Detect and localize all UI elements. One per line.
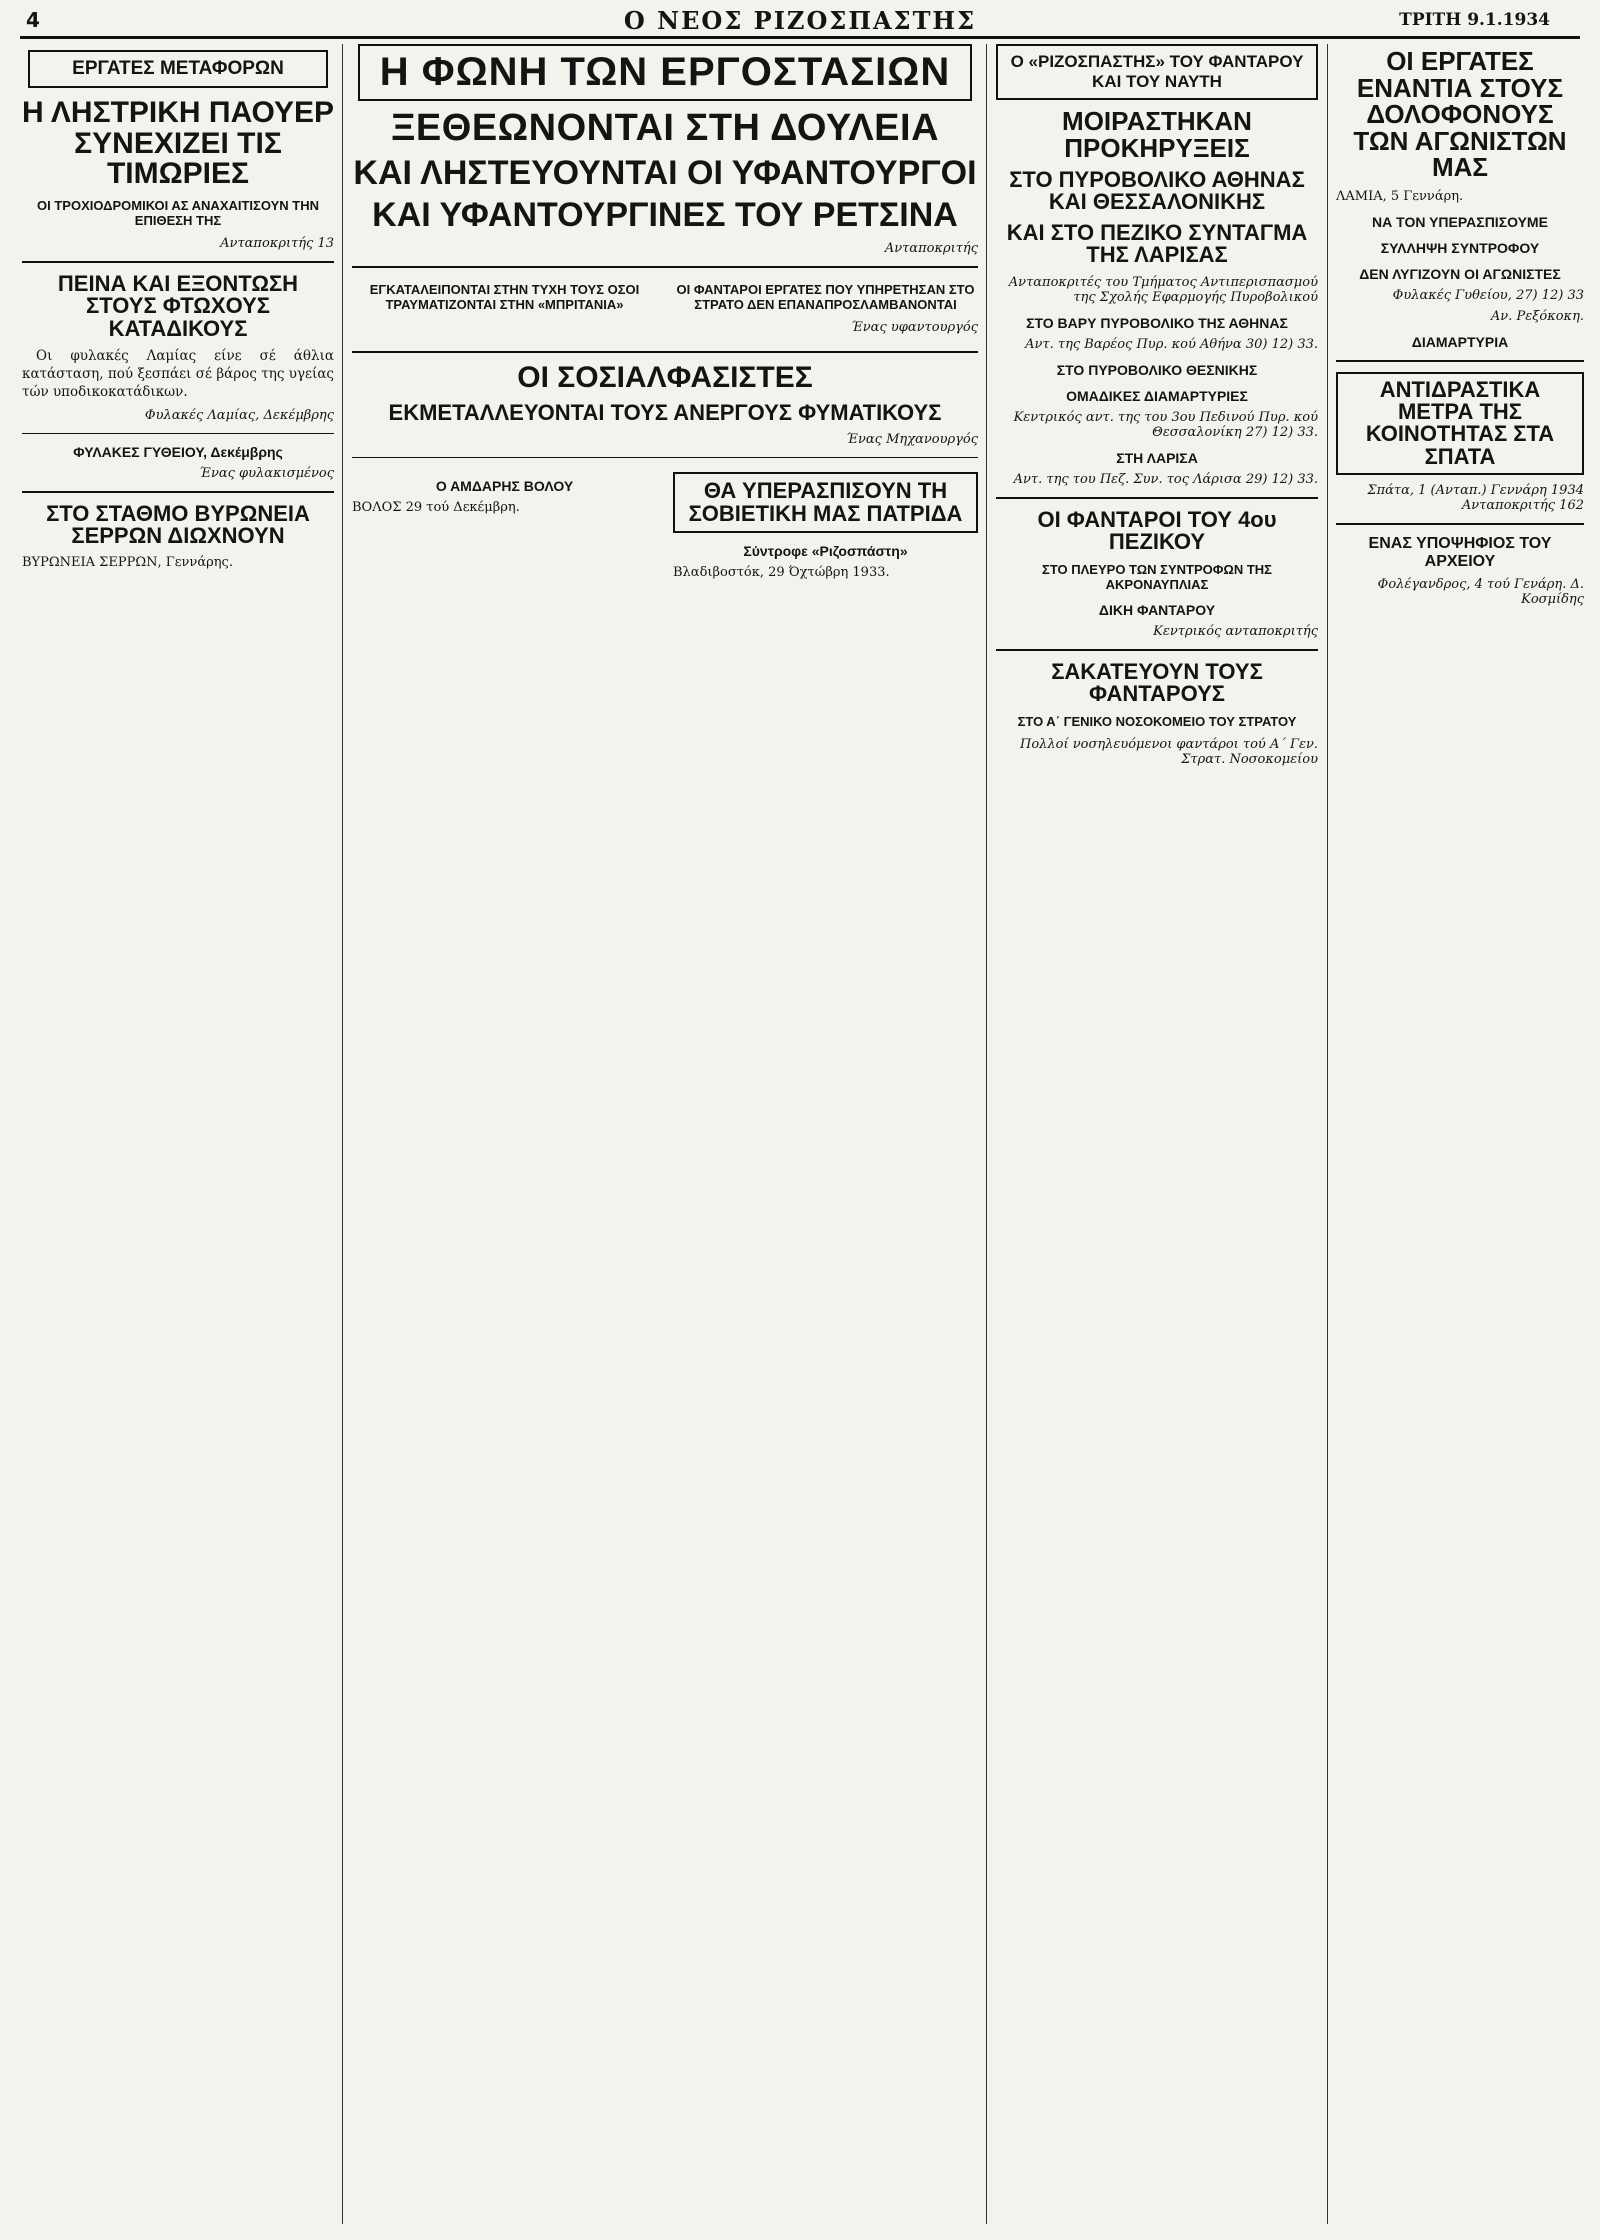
subheading: ΣΤΗ ΛΑΡΙΣΑ: [1116, 449, 1198, 466]
column-soldiers: [996, 44, 1318, 2224]
headline-power-company: Η ΛΗΣΤΡΙΚΗ ΠΑΟΥΕΡ ΣΥΝΕΧΙΖΕΙ ΤΙΣ ΤΙΜΩΡΙΕΣ: [22, 96, 334, 191]
subheading: ΣΥΛΛΗΨΗ ΣΥΝΤΡΟΦΟΥ: [1380, 239, 1540, 256]
column-workers-protest: [1336, 44, 1584, 2224]
section-banner-soldiers: Ο «ΡΙΖΟΣΠΑΣΤΗΣ» ΤΟΥ ΦΑΝΤΑΡΟΥ ΚΑΙ ΤΟΥ ΝΑΥΤΗ: [996, 44, 1318, 100]
subheadline-tram-workers: ΟΙ ΤΡΟΧΙΟΔΡΟΜΙΚΟΙ ΑΣ ΑΝΑΧΑΙΤΙΣΟΥΝ ΤΗΝ ΕΠΙΘΕΣΗ ΤΗΣ: [37, 197, 319, 228]
subheading: ΔΕΝ ΛΥΓΙΖΟΥΝ ΟΙ ΑΓΩΝΙΣΤΕΣ: [1359, 265, 1561, 282]
divider: [996, 497, 1318, 499]
subheading: ΟΜΑΔΙΚΕΣ ΔΙΑΜΑΡΤΥΡΙΕΣ: [1066, 387, 1248, 404]
headline-soldiers-workers: ΟΙ ΦΑΝΤΑΡΟΙ ΕΡΓΑΤΕΣ ΠΟΥ ΥΠΗΡΕΤΗΣΑΝ ΣΤΟ ΣΤΡΑΤΟ ΔΕΝ ΕΠΑΝΑΠΡΟΣΛΑΜΒΑΝΟΝΤΑΙ: [676, 282, 975, 313]
headline-workers-against-murderers: ΟΙ ΕΡΓΑΤΕΣ ΕΝΑΝΤΙΑ ΣΤΟΥΣ ΔΟΛΟΦΟΝΟΥΣ ΤΩΝ ΑΓΩΝΙΣΤΩΝ ΜΑΣ: [1353, 46, 1567, 183]
headline-line: ΣΤΟ ΠΥΡΟΒΟΛΙΚΟ ΑΘΗΝΑΣ ΚΑΙ ΘΕΣΣΑΛΟΝΙΚΗΣ: [1009, 167, 1305, 215]
article-signature: Ένας υφαντουργός: [851, 320, 978, 336]
subheading: ΔΙΑΜΑΡΤΥΡΙΑ: [1411, 333, 1509, 350]
article-signature: Πολλοί νοσηλευόμενοι φαντάροι τού Α΄ Γεν. Στρατ. Νοσοκομείου: [1020, 736, 1318, 767]
lower-articles: [352, 468, 978, 586]
headline-line: ΞΕΘΕΩΝΟΝΤΑΙ ΣΤΗ ΔΟΥΛΕΙΑ: [390, 107, 940, 149]
column-rule: [342, 44, 343, 2224]
headline-unemployed-tuberculous: ΕΚΜΕΤΑΛΛΕΥΟΝΤΑΙ ΤΟΥΣ ΑΝΕΡΓΟΥΣ ΦΥΜΑΤΙΚΟΥΣ: [388, 399, 942, 425]
article-signature: Αντ. της Βαρέος Πυρ. κού Αθήνα 30) 12) 33.: [1025, 336, 1318, 352]
headline-serres-station: ΣΤΟ ΣΤΑΘΜΟ ΒΥΡΩΝΕΙΑ ΣΕΡΡΩΝ ΔΙΩΧΝΟΥΝ: [46, 500, 310, 548]
headline-line: ΜΟΙΡΑΣΤΗΚΑΝ ΠΡΟΚΗΡΥΞΕΙΣ: [1062, 106, 1252, 163]
article-britannia: [352, 278, 657, 341]
subheading: ΣΤΟ ΒΑΡΥ ΠΥΡΟΒΟΛΙΚΟ ΤΗΣ ΑΘΗΝΑΣ: [1026, 314, 1288, 331]
headline-social-fascists: ΟΙ ΣΟΣΙΑΛΦΑΣΙΣΤΕΣ: [517, 361, 813, 395]
mid-articles: [352, 278, 978, 341]
headline-line: ΚΑΙ ΥΦΑΝΤΟΥΡΓΙΝΕΣ ΤΟΥ ΡΕΤΣΙΝΑ: [372, 196, 958, 235]
article-signature: Ένας Μηχανουργός: [846, 432, 978, 448]
article-signature: Ένας φυλακισμένος: [199, 465, 334, 481]
article-soldiers-workers: [673, 278, 978, 341]
divider: [22, 491, 334, 493]
subheading: ΔΙΚΗ ΦΑΝΤΑΡΟΥ: [1098, 601, 1216, 618]
dateline: ΒΥΡΩΝΕΙΑ ΣΕΡΡΩΝ, Γεννάρης.: [22, 555, 233, 571]
newspaper-name: Ο ΝΕΟΣ ΡΙΖΟΣΠΑΣΤΗΣ: [623, 6, 977, 35]
headline-hospital-sub: ΣΤΟ Α΄ ΓΕΝΙΚΟ ΝΟΣΟΚΟΜΕΙΟ ΤΟΥ ΣΤΡΑΤΟΥ: [1017, 713, 1297, 729]
headline-archive-candidate: ΕΝΑΣ ΥΠΟΨΗΦΙΟΣ ΤΟΥ ΑΡΧΕΙΟΥ: [1368, 535, 1552, 571]
section-banner-factories: Η ΦΩΝΗ ΤΩΝ ΕΡΓΟΣΤΑΣΙΩΝ: [358, 44, 972, 101]
divider: [22, 433, 334, 434]
divider: [352, 351, 978, 353]
article-signature: Σπάτα, 1 (Ανταπ.) Γεννάρη 1934 Ανταποκριτής 162: [1367, 483, 1584, 514]
article-volos: [352, 468, 657, 586]
section-kicker: ΕΡΓΑΤΕΣ ΜΕΤΑΦΟΡΩΝ: [28, 50, 328, 88]
headline-line: ΚΑΙ ΣΤΟ ΠΕΖΙΚΟ ΣΥΝΤΑΓΜΑ ΤΗΣ ΛΑΡΙΣΑΣ: [1006, 219, 1308, 268]
article-signature: Κεντρικός ανταποκριτής: [1153, 623, 1318, 639]
divider: [352, 266, 978, 268]
column-rule: [986, 44, 987, 2224]
headline-spata: ΑΝΤΙΔΡΑΣΤΙΚΑ ΜΕΤΡΑ ΤΗΣ ΚΟΙΝΟΤΗΤΑΣ ΣΤΑ ΣΠΑΤΑ: [1336, 372, 1584, 476]
column-transport-workers: [22, 44, 334, 2224]
headline-prisoners-hunger: ΠΕΙΝΑ ΚΑΙ ΕΞΟΝΤΩΣΗ ΣΤΟΥΣ ΦΤΩΧΟΥΣ ΚΑΤΑΔΙΚΟΥΣ: [57, 270, 299, 341]
article-signature: Ανταποκριτές του Τμήματος Αντιπερισπασμού της Σχολής Εφαρμογής Πυροβολικού: [1008, 274, 1318, 305]
subheading: ΣΤΟ ΠΥΡΟΒΟΛΙΚΟ ΘΕΣΝΙΚΗΣ: [1056, 361, 1258, 378]
headline-line: ΚΑΙ ΛΗΣΤΕΥΟΥΝΤΑΙ ΟΙ ΥΦΑΝΤΟΥΡΓΟΙ: [353, 153, 977, 192]
divider: [352, 457, 978, 458]
column-factories: [352, 44, 978, 2224]
dateline: ΒΟΛΟΣ 29 τού Δεκέμβρη.: [352, 500, 520, 516]
page-number: 4: [26, 8, 40, 32]
divider: [1336, 360, 1584, 362]
divider: [996, 649, 1318, 651]
masthead: [20, 6, 1580, 39]
headline-hospital: ΣΑΚΑΤΕΥΟΥΝ ΤΟΥΣ ΦΑΝΤΑΡΟΥΣ: [1051, 658, 1263, 707]
salutation: Σύντροφε «Ριζοσπάστη»: [743, 543, 908, 559]
article-paragraph: Οι φυλακές Λαμίας είνε σέ άθλια κατάσταση, πού ξεσπάει σέ βάρος της υγείας τών υποδικοκατάδικων.: [22, 348, 334, 400]
headline-britannia: ΕΓΚΑΤΑΛΕΙΠΟΝΤΑΙ ΣΤΗΝ ΤΥΧΗ ΤΟΥΣ ΟΣΟΙ ΤΡΑΥΜΑΤΙΖΟΝΤΑΙ ΣΤΗΝ «ΜΠΡΙΤΑΝΙΑ»: [369, 282, 640, 313]
article-signature: Ανταποκριτής 13: [220, 235, 334, 251]
issue-date: ΤΡΙΤΗ 9.1.1934: [1399, 10, 1550, 30]
headline-4th-infantry: ΟΙ ΦΑΝΤΑΡΟΙ ΤΟΥ 4ου ΠΕΖΙΚΟΥ: [1037, 506, 1277, 555]
article-signature: Φυλακές Λαμίας, Δεκέμβρης: [144, 407, 334, 423]
article-signature: Κεντρικός αντ. της του 3ου Πεδινού Πυρ. κού Θεσσαλονίκη 27) 12) 33.: [1013, 409, 1318, 440]
dateline: ΛΑΜΙΑ, 5 Γεννάρη.: [1336, 188, 1464, 204]
headline-akronafplia: ΣΤΟ ΠΛΕΥΡΟ ΤΩΝ ΣΥΝΤΡΟΦΩΝ ΤΗΣ ΑΚΡΟΝΑΥΠΛΙΑΣ: [1042, 561, 1272, 592]
subheading: ΝΑ ΤΟΝ ΥΠΕΡΑΣΠΙΣΟΥΜΕ: [1372, 213, 1548, 230]
article-soviet-homeland: [673, 468, 978, 586]
dateline-gytheio: ΦΥΛΑΚΕΣ ΓΥΘΕΙΟΥ, Δεκέμβρης: [73, 443, 283, 460]
article-signature: Φολέγανδρος, 4 τού Γενάρη. Δ. Κοσμίδης: [1377, 577, 1584, 608]
article-signature: Φυλακές Γυθείου, 27) 12) 33: [1392, 287, 1584, 303]
headline-volos: Ο ΑΜΔΑΡΗΣ ΒΟΛΟΥ: [435, 478, 574, 495]
article-signature: Αντ. της του Πεζ. Συν. τος Λάρισα 29) 12) 33.: [1013, 471, 1318, 487]
dateline: Βλαδιβοστόκ, 29 Όχτώβρη 1933.: [673, 565, 890, 580]
article-signature: Ανταποκριτής: [884, 241, 978, 257]
headline-soviet-homeland: ΘΑ ΥΠΕΡΑΣΠΙΣΟΥΝ ΤΗ ΣΟΒΙΕΤΙΚΗ ΜΑΣ ΠΑΤΡΙΔΑ: [673, 472, 978, 533]
divider: [1336, 523, 1584, 525]
column-rule: [1327, 44, 1328, 2224]
article-signature: Αν. Ρεξόκοκη.: [1490, 308, 1584, 324]
divider: [22, 261, 334, 263]
